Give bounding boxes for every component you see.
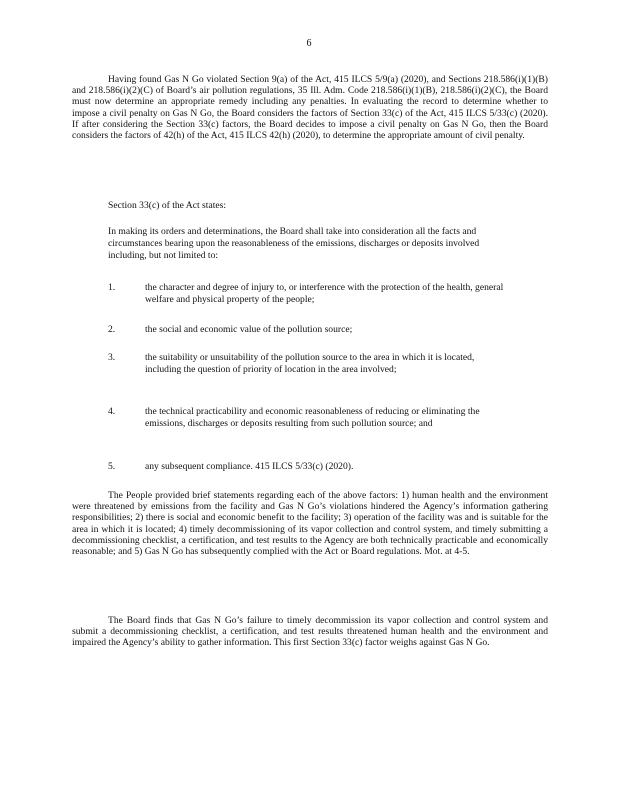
block-quote: In making its orders and determinations, the Board shall take into consideration all the facts and circumstances bearing upon the reasonableness of the emissions, discharges or deposits involved including, but not limited to: (108, 226, 480, 261)
factor-number: 4. (108, 406, 116, 417)
page-number: 6 (306, 38, 312, 49)
factor-text: the social and economic value of the pollution source; (145, 324, 353, 335)
board-finding-paragraph (72, 615, 548, 649)
factor-text: the suitability or unsuitability of the pollution source to the area in which it is located, including the question of priority of location in the area involved; (145, 352, 475, 375)
paragraph-text: The People provided brief statements regarding each of the above factors: 1) human health and the environment were threatened by emissions from the facility and Gas N Go’s violations hindered the Agency’s information gathering responsibilities; 2) there is social and economic benefit to the facility; 3) operation of the facility was and is suitable for the area in which it is located; 4) timely decommissioning of its vapor collection and control system, and timely submitting a decommissioning checklist, a certification, and test results to the Agency are both technically practicable and economically reasonable; and 5) Gas N Go has subsequently complied with the Act or Board regulations. Mot. at 4-5. (72, 490, 548, 558)
factor-number: 5. (108, 461, 116, 472)
penalty-intro-paragraph (72, 74, 548, 141)
factor-text: any subsequent compliance. 415 ILCS 5/33(c) (2020). (145, 461, 354, 472)
factor-number: 3. (108, 352, 116, 363)
section-intro: Section 33(c) of the Act states: (108, 200, 227, 211)
factor-number: 2. (108, 324, 116, 335)
peoples-statements-paragraph (72, 490, 548, 557)
factor-number: 1. (108, 282, 116, 293)
paragraph-text: The Board finds that Gas N Go’s failure to timely decommission its vapor collection and control system and submit a decommissioning checklist, a certification, and test results threatened human health and the environment and impaired the Agency’s ability to gather information. This first Section 33(c) factor weighs against Gas N Go. (72, 615, 548, 649)
paragraph-text: Having found Gas N Go violated Section 9(a) of the Act, 415 ILCS 5/9(a) (2020), and Sections 218.586(i)(1)(B) and 218.586(i)(2)(C) of Board’s air pollution regulations, 35 Ill. Adm. Code 218.586(i)(1)(B), 218.586(i)(2)(C), the Board must now determine an appropriate remedy including any penalties. In evaluating the record to determine whether to impose a civil penalty on Gas N Go, the Board considers the factors of Section 33(c) of the Act, 415 ILCS 5/33(c) (2020). If after considering the Section 33(c) factors, the Board decides to impose a civil penalty on Gas N Go, then the Board considers the factors of 42(h) of the Act, 415 ILCS 42(h) (2020), to determine the appropriate amount of civil penalty. (72, 74, 548, 142)
factor-text: the character and degree of injury to, or interference with the protection of the health, general welfare and physical property of the people; (145, 282, 504, 305)
factor-text: the technical practicability and economic reasonableness of reducing or eliminating the emissions, discharges or deposits resulting from such pollution source; and (145, 406, 480, 429)
